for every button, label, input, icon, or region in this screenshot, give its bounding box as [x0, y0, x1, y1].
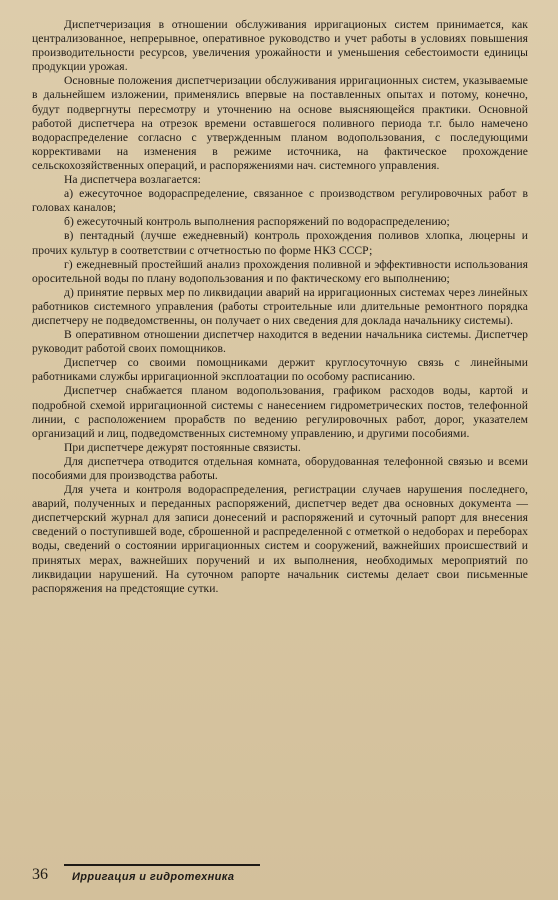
- journal-title: Ирригация и гидротехника: [72, 871, 235, 883]
- paragraph-1: Диспетчеризация в отношении обслуживания ирригационых систем принимается, как централизованное, непрерывное, оперативное руководство и учет работы в условиях повышения производительности ресурсов, увеличения урожайности и уменьшения себестоимости единицы продукции урожая.: [32, 18, 528, 74]
- paragraph-11: Диспетчер снабжается планом водопользования, графиком расходов воды, картой и подробной схемой ирригационной системы с нанесением гидрометрических постов, телефонной линии, с расположением прорабств по ведению регулировочных работ, дорог, указателем организаций и лиц, подведомственных системному управлению, и другими пособиями.: [32, 384, 528, 440]
- paragraph-4: а) ежесуточное водораспределение, связанное с производством регулировочных работ в головах каналов;: [32, 187, 528, 215]
- paragraph-7: г) ежедневный простейший анализ прохождения поливной и эффективности использования оросительной воды по плану водопользования и по фактическому его выполнению;: [32, 257, 528, 285]
- paragraph-6: в) пентадный (лучше ежедневный) контроль прохождения поливов хлопка, люцерны и прочих культур в соответствии с отчетностью по форме НКЗ СССР;: [32, 229, 528, 257]
- article-body: [32, 18, 528, 596]
- paragraph-12: При диспетчере дежурят постоянные связисты.: [64, 440, 301, 454]
- page-number: 36: [32, 866, 48, 883]
- paragraph-5: б) ежесуточный контроль выполнения распоряжений по водораспределению;: [64, 215, 450, 229]
- paragraph-14: Для учета и контроля водораспределения, регистрации случаев нарушения последнего, аварий, полученных и переданных распоряжений, диспетчер ведет два основных документа — диспетчерский журнал для записи донесений и распоряжений и суточный рапорт для внесения сведений о поступившей воде, сброшенной и распределенной с отметкой о недоборах и переборах воды, сведений о состоянии ирригационных систем и сооружений, важнейших происшествий и принятых мерах, важнейших поручений и их выполнения, необходимых мероприятий по ликвидации нарушений. На суточном рапорте начальник системы делает свои письменные распоряжения на предстоящие сутки.: [32, 483, 528, 595]
- paragraph-8: д) принятие первых мер по ликвидации аварий на ирригационных системах через линейных работников системного управления (работы строительные или длительные ремонтного порядка диспетчеру не подведомственны, он получает о них сведения для доклада начальнику системы).: [32, 285, 528, 327]
- paragraph-2: Основные положения диспетчеризации обслуживания ирригационных систем, указываемые в дальнейшем изложении, применялись впервые на поставленных опытах и потому, конечно, будут подвергнуты пересмотру и уточнению на основе выясняющейся практики. Основной работой диспетчера на отрезок времени оставшегося поливного периода т.г. было намечено водораспределение согласно с утвержденным планом водопользования, с последующими коррективами на изменения в режиме источника, на фактическое прохождение сельскохозяйственных операций, и распоряжениями нач. системного управления.: [32, 74, 528, 172]
- paragraph-3: На диспетчера возлагается:: [64, 173, 201, 187]
- paragraph-13: Для диспетчера отводится отдельная комната, оборудованная телефонной связью и всеми пособиями для производства работы.: [32, 454, 528, 482]
- page-footer: [32, 866, 528, 888]
- footer-rule: [64, 864, 260, 866]
- paragraph-10: Диспетчер со своими помощниками держит круглосуточную связь с линейными работниками службы ирригационной эксплоатации по особому расписанию.: [32, 356, 528, 384]
- paragraph-9: В оперативном отношении диспетчер находится в ведении начальника системы. Диспетчер руководит работой своих помощников.: [32, 328, 528, 356]
